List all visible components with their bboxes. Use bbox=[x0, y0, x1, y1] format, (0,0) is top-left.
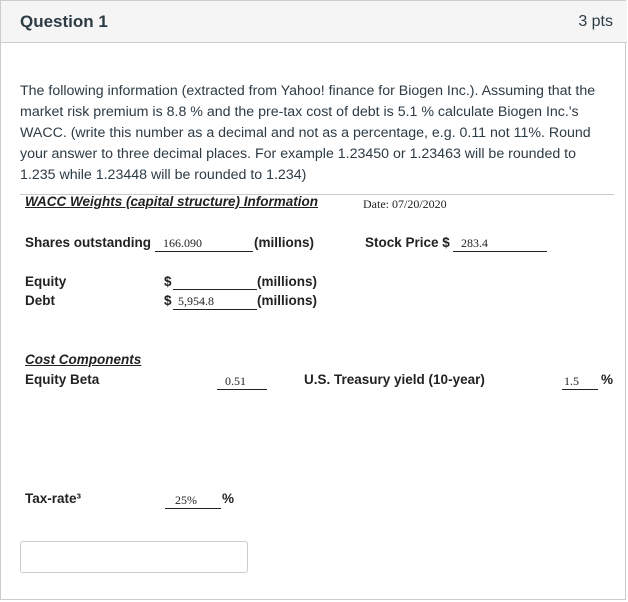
tax-value: 25% bbox=[165, 493, 221, 509]
question-points: 3 pts bbox=[578, 13, 613, 30]
equity-blank bbox=[173, 274, 257, 290]
treasury-unit: % bbox=[601, 372, 614, 387]
equity-unit: (millions) bbox=[257, 274, 317, 289]
weights-heading: WACC Weights (capital structure) Information bbox=[25, 194, 319, 209]
question-title: Question 1 bbox=[20, 12, 108, 31]
shares-label: Shares outstanding bbox=[25, 235, 152, 250]
question-prompt: The following information (extracted from Yahoo! finance for Biogen Inc.). Assuming that the market risk premium is 8.8 % and the pre-tax cost of debt is 5.1 % calculate Biogen Inc.'s WACC. (write this number as a decimal and not as a percentage, e.g. 0.11 not 11%. Round your answer to three decimal places. For example 1.23450 or 1.23463 will be rounded to 1.235 while 1.23448 will be rounded to 1.234) bbox=[20, 83, 596, 183]
answer-input[interactable] bbox=[20, 541, 248, 573]
debt-dollar: $ bbox=[164, 293, 172, 308]
treasury-label: U.S. Treasury yield (10-year) bbox=[304, 372, 485, 387]
shares-value: 166.090 bbox=[155, 236, 253, 252]
shares-unit: (millions) bbox=[254, 235, 314, 250]
stock-price-value: 283.4 bbox=[453, 236, 547, 252]
beta-value: 0.51 bbox=[217, 374, 267, 390]
treasury-value: 1.5 bbox=[562, 374, 598, 390]
tax-unit: % bbox=[222, 491, 235, 506]
equity-label: Equity bbox=[25, 274, 67, 289]
stock-price-label: Stock Price $ bbox=[365, 235, 450, 250]
debt-unit: (millions) bbox=[257, 293, 317, 308]
beta-label: Equity Beta bbox=[25, 372, 100, 387]
tax-label: Tax-rate³ bbox=[25, 491, 82, 506]
debt-label: Debt bbox=[25, 293, 55, 308]
equity-dollar: $ bbox=[164, 274, 172, 289]
question-header bbox=[1, 1, 627, 43]
date-label: Date: 07/20/2020 bbox=[363, 197, 447, 211]
cost-heading: Cost Components bbox=[25, 352, 142, 367]
debt-value: 5,954.8 bbox=[173, 294, 257, 310]
